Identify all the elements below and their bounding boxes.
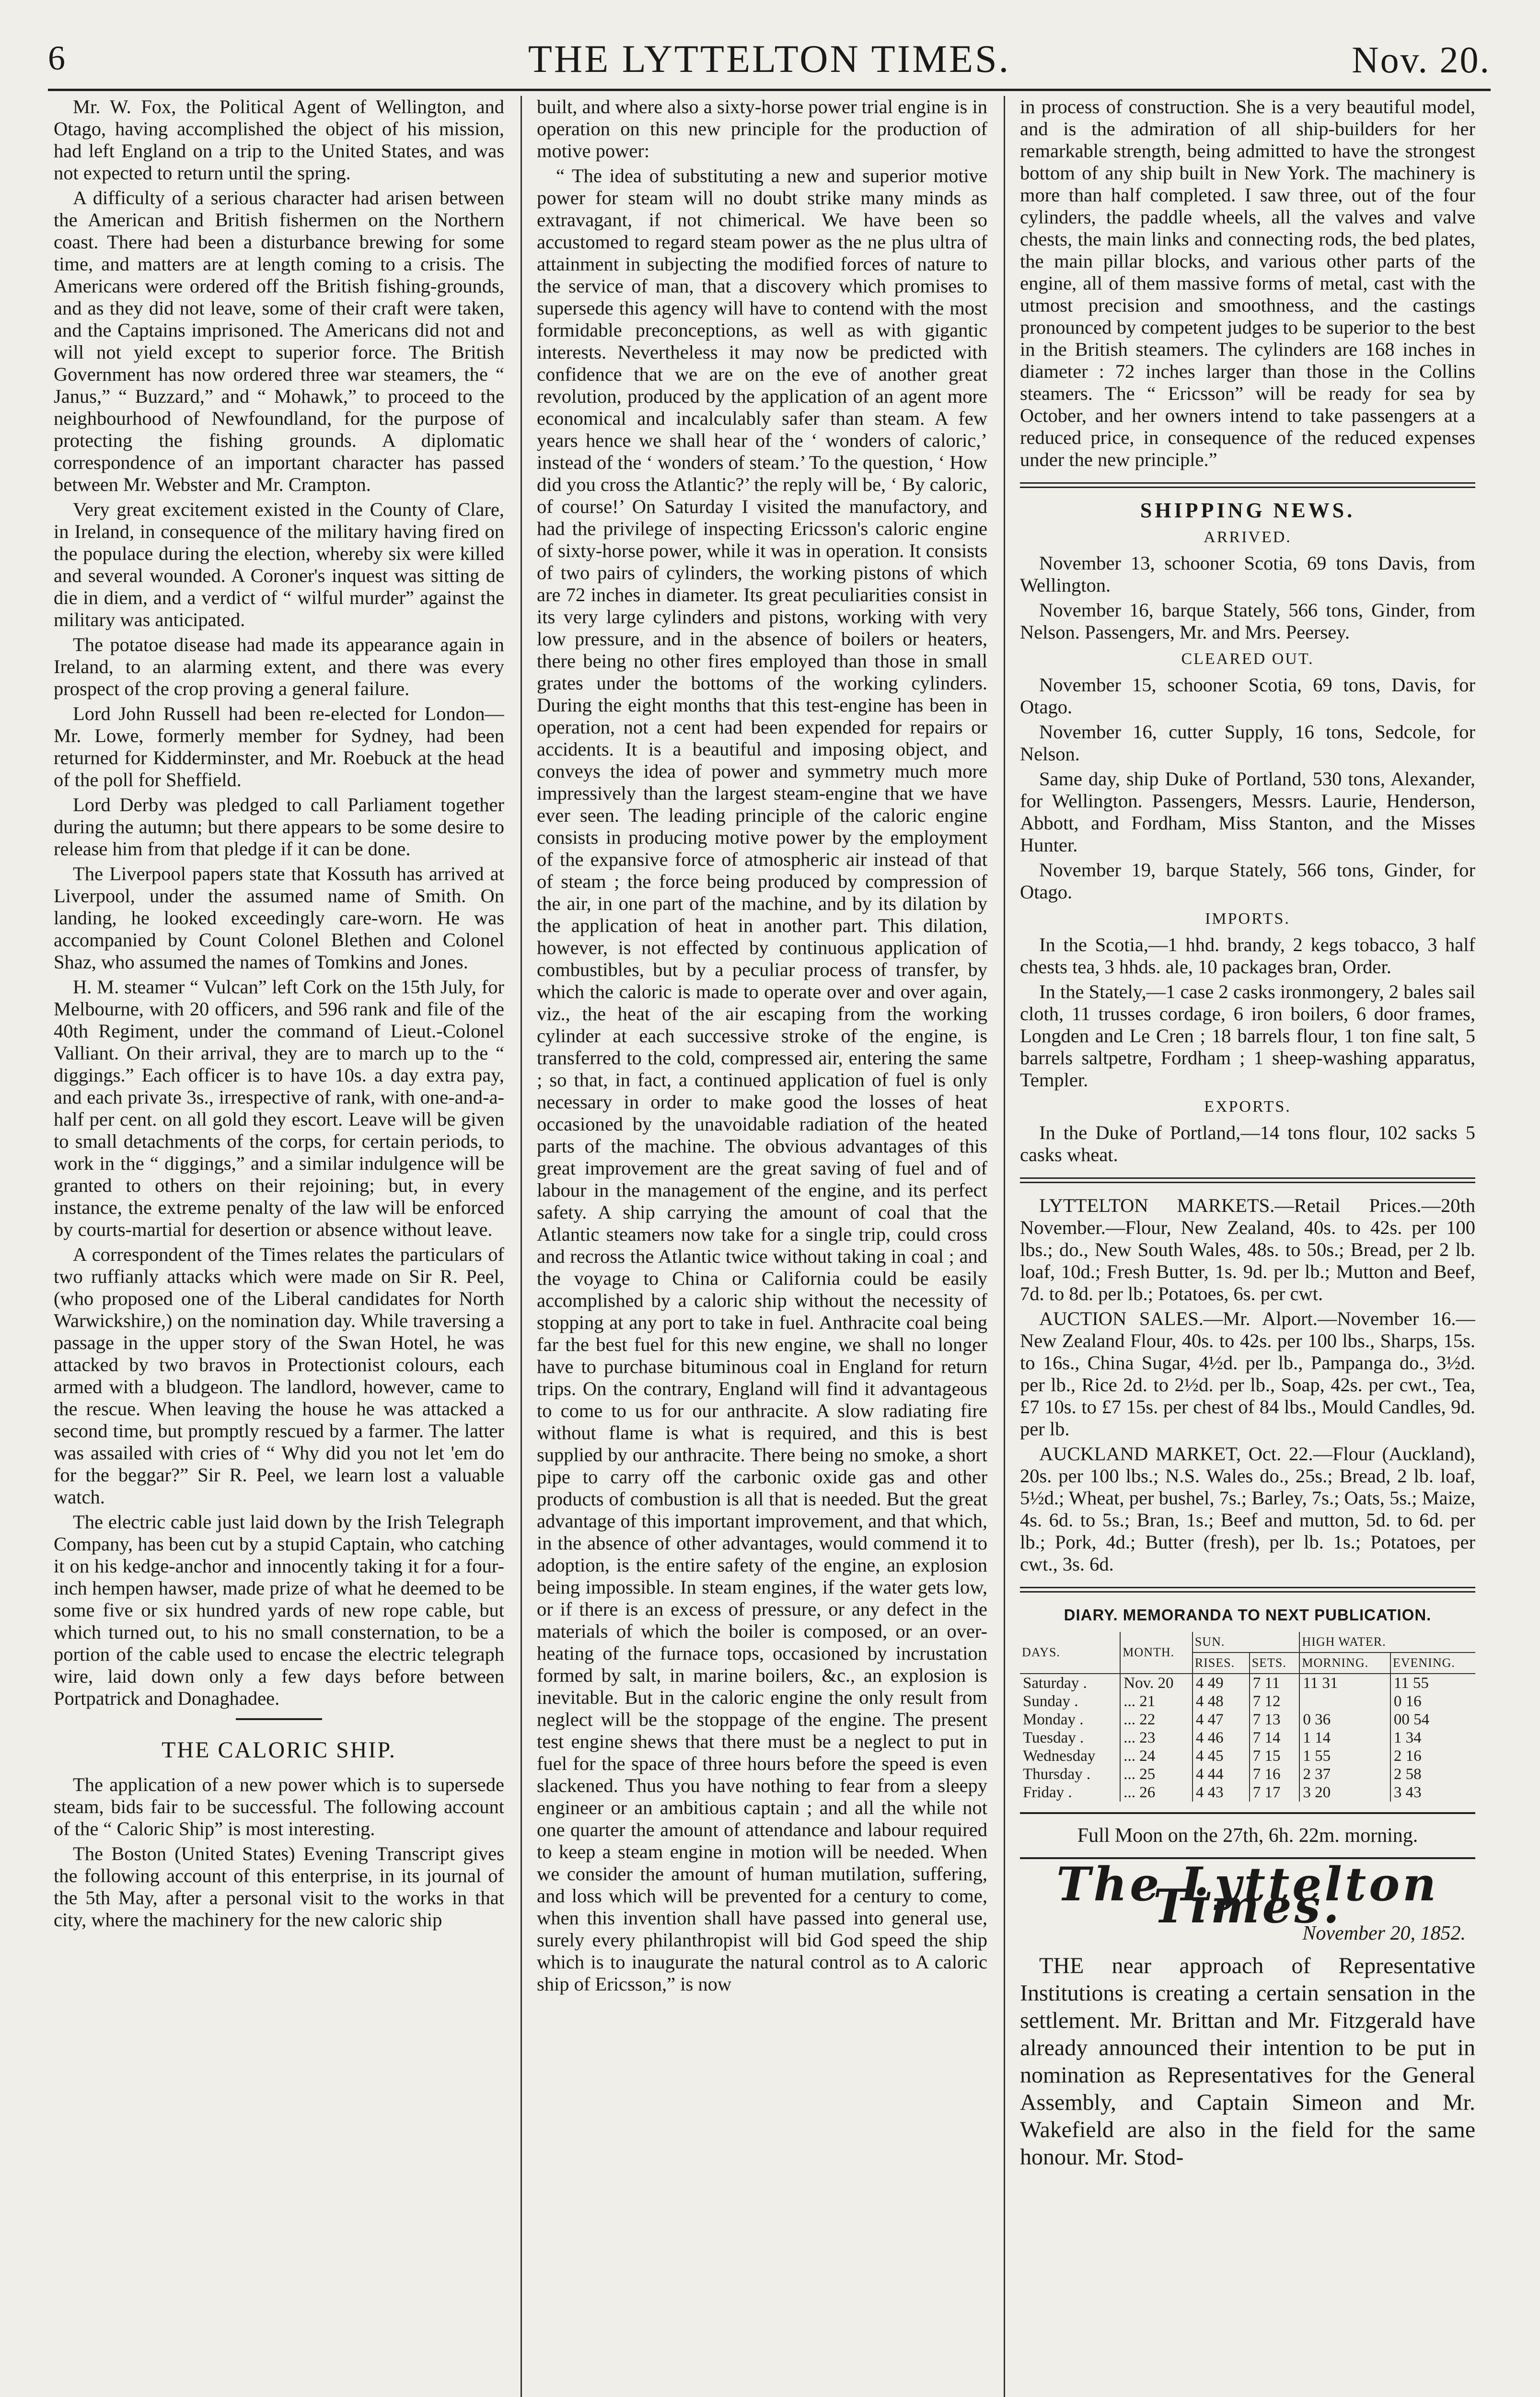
page-header: [48, 29, 1491, 86]
section-divider: [1020, 1177, 1475, 1183]
column-1: [54, 96, 504, 2397]
section-divider: [236, 1718, 322, 1720]
market-paragraph: AUCKLAND MARKET, Oct. 22.—Flour (Auckland), 20s. per 100 lbs.; N.S. Wales do., 25s.; Bread, 2 lb. loaf, 5½d.; Wheat, per bushel, 7s.; Barley, 7s.; Oats, 5s.; Maize, 4s. 6d. to 5s.; Bran, 1s.; Beef and mutton, 5d. to 6d. per lb.; Pork, 4d.; Butter (fresh), per lb. 1s.; Potatoes, per cwt., 3s. 6d.: [1020, 1443, 1475, 1575]
editorial-date: November 20, 1852.: [1302, 1922, 1466, 1944]
column-3: [1020, 96, 1475, 2397]
diary-row: [1020, 1729, 1475, 1747]
diary-row: [1020, 1692, 1475, 1710]
shipping-entry: In the Duke of Portland,—14 tons flour, 102 sacks 5 casks wheat.: [1020, 1122, 1475, 1165]
diary-cell-sets: 7 14: [1250, 1729, 1300, 1747]
newspaper-title: THE LYTTELTON TIMES.: [528, 37, 1011, 81]
shipping-entry: In the Stately,—1 case 2 casks ironmongery, 2 bales sail cloth, 11 trusses cordage, 6 iron boilers, 6 door frames, Longden and Le Cren ; 18 barrels flour, 1 ton fine salt, 5 barrels saltpetre, Fordham ; 1 sheep-washing apparatus, Templer.: [1020, 981, 1475, 1091]
news-paragraph: A difficulty of a serious character had arisen between the American and British fishermen on the Northern coast. There had been a disturbance brewing for some time, and matters are at length coming to a crisis. The Americans were ordered off the British fishing-grounds, and as they did not leave, some of their craft were taken, and the Captains imprisoned. The Americans did not and will not yield except to superior force. The British Government has now ordered three war steamers, the “ Janus,” “ Buzzard,” and “ Mohawk,” to proceed to the neighbourhood of Newfoundland, for the purpose of protecting the fishing grounds. A diplomatic correspondence of an important character has passed between Mr. Webster and Mr. Crampton.: [54, 187, 504, 495]
diary-cell-evening: 11 55: [1390, 1674, 1475, 1692]
diary-col-evening: EVENING.: [1390, 1652, 1475, 1674]
diary-cell-rises: 4 47: [1193, 1710, 1250, 1729]
imports-label: IMPORTS.: [1205, 910, 1290, 928]
diary-cell-month: ... 25: [1120, 1765, 1193, 1783]
shipping-entry: In the Scotia,—1 hhd. brandy, 2 kegs tobacco, 3 half chests tea, 3 hhds. ale, 10 packages bran, Order.: [1020, 934, 1475, 977]
shipping-news-title: SHIPPING NEWS.: [1140, 499, 1355, 522]
diary-cell-month: ... 22: [1120, 1710, 1193, 1729]
diary-title: DIARY. MEMORANDA TO NEXT PUBLICATION.: [1064, 1606, 1432, 1624]
column-divider: [1004, 96, 1005, 2397]
diary-cell-sets: 7 17: [1250, 1783, 1300, 1802]
diary-cell-evening: 1 34: [1390, 1729, 1475, 1747]
editorial-paragraph: THE near approach of Representative Institutions is creating a certain sensation in the settlement. Mr. Brittan and Mr. Fitzgerald have already announced their intention to be put in nomination as Representatives for the General Assembly, and Captain Simeon and Mr. Wakefield are also in the field for the same honour. Mr. Stod-: [1020, 1953, 1475, 2170]
column-2: [537, 96, 987, 2397]
diary-cell-morning: 3 20: [1299, 1783, 1390, 1802]
caloric-ship-title: THE CALORIC SHIP.: [162, 1737, 396, 1763]
diary-row: [1020, 1747, 1475, 1765]
diary-cell-evening: 00 54: [1390, 1710, 1475, 1729]
diary-cell-morning: 11 31: [1299, 1674, 1390, 1692]
diary-cell-rises: 4 48: [1193, 1692, 1250, 1710]
news-paragraph: Very great excitement existed in the County of Clare, in Ireland, in consequence of the military having fired on the populace during the election, whereby six were killed and several wounded. A Coroner's inquest was sitting de die in diem, and a verdict of “ wilful murder” against the military was anticipated.: [54, 499, 504, 630]
diary-row: [1020, 1710, 1475, 1729]
page-number: 6: [48, 39, 65, 77]
shipping-entry: Same day, ship Duke of Portland, 530 tons, Alexander, for Wellington. Passengers, Messrs. Laurie, Henderson, Abbott, and Fordham, Miss Stanton, and the Misses Hunter.: [1020, 768, 1475, 856]
section-divider: [1020, 1587, 1475, 1593]
diary-cell-evening: 2 58: [1390, 1765, 1475, 1783]
news-paragraph: A correspondent of the Times relates the particulars of two ruffianly attacks which were made on Sir R. Peel, (who proposed one of the Liberal candidates for North Warwickshire,) on the nomination day. While traversing a passage in the upper story of the Swan Hotel, he was attacked by two bravos in Protectionist colours, each armed with a bludgeon. The landlord, however, came to the rescue. When leaving the house he was attacked a second time, but promptly rescued by a farmer. The latter was assailed with cries of “ Why did you not let 'em do for the beggar?” Sir R. Peel, we learn lost a valuable watch.: [54, 1244, 504, 1508]
diary-cell-evening: 0 16: [1390, 1692, 1475, 1710]
diary-cell-evening: 2 16: [1390, 1747, 1475, 1765]
news-paragraph: The Liverpool papers state that Kossuth has arrived at Liverpool, under the assumed name of Smith. On landing, he looked exceedingly care-worn. He was accompanied by Count Colonel Blethen and Colonel Shaz, who assumed the names of Tomkins and Jones.: [54, 863, 504, 973]
arrived-label: ARRIVED.: [1204, 528, 1292, 546]
diary-cell-month: Nov. 20: [1120, 1674, 1193, 1692]
diary-cell-rises: 4 45: [1193, 1747, 1250, 1765]
diary-cell-rises: 4 43: [1193, 1783, 1250, 1802]
diary-col-morning: MORNING.: [1299, 1652, 1390, 1674]
news-paragraph: Lord Derby was pledged to call Parliament together during the autumn; but there appears to be some desire to release him from that pledge if it can be done.: [54, 794, 504, 860]
diary-row: [1020, 1783, 1475, 1802]
diary-col-rises: RISES.: [1193, 1652, 1250, 1674]
shipping-entry: November 13, schooner Scotia, 69 tons Davis, from Wellington.: [1020, 552, 1475, 596]
diary-cell-day: Tuesday .: [1023, 1729, 1084, 1746]
diary-cell-morning: 1 14: [1299, 1729, 1390, 1747]
diary-cell-month: ... 26: [1120, 1783, 1193, 1802]
news-paragraph: Mr. W. Fox, the Political Agent of Wellington, and Otago, having accomplished the object of his mission, had left England on a trip to the United States, and was not expected to return until the spring.: [54, 96, 504, 184]
diary-row: [1020, 1674, 1475, 1692]
market-paragraph: LYTTELTON MARKETS.—Retail Prices.—20th November.—Flour, New Zealand, 40s. to 42s. per 100 lbs.; do., New South Wales, 48s. to 50s.; Bread, per 2 lb. loaf, 10d.; Fresh Butter, 1s. 9d. per lb.; Mutton and Beef, 7d. to 8d. per lb.; Potatoes, 6s. per cwt.: [1020, 1195, 1475, 1304]
diary-cell-morning: 0 36: [1299, 1710, 1390, 1729]
diary-row: [1020, 1765, 1475, 1783]
diary-cell-month: ... 24: [1120, 1747, 1193, 1765]
diary-cell-day: Thursday .: [1023, 1766, 1091, 1783]
editorial: [1020, 1952, 1475, 2171]
diary-cell-day: Wednesday: [1023, 1747, 1096, 1765]
diary-cell-day: Saturday .: [1023, 1675, 1087, 1692]
caloric-paragraph: “ The idea of substituting a new and superior motive power for steam will no doubt strike many minds as extravagant, if not chimerical. We have been so accustomed to regard steam power as the ne plus ultra of attainment in subjecting the modified forces of nature to the service of man, that a discovery which promises to supersede this agency will have to contend with the most formidable preconceptions, as well as with gigantic interests. Nevertheless it may now be predicted with confidence that we are on the eve of another great revolution, produced by the application of an agent more economical and incalculably safer than steam. A few years hence we shall hear of the ‘ wonders of caloric,’ instead of the ‘ wonders of steam.’ To the question, ‘ How did you cross the Atlantic?’ the reply will be, ‘ By caloric, of course!’ On Saturday I visited the manufactory, and had the privilege of inspecting Ericsson's caloric engine of sixty-horse power, while it was in operation. It consists of two pairs of cylinders, the working pistons of which are 72 inches in diameter. Its great peculiarities consist in its very large cylinders and pistons, working with very low pressure, and in the absence of boilers or heaters, there being no other fires employed than those in small grates under the bottoms of the working cylinders. During the eight months that this test-engine has been in operation, not a cent had been expended for repairs or accidents. It is a beautiful and imposing object, and conveys the idea of power and symmetry much more impressively than the largest steam-engine that we have ever seen. The leading principle of the caloric engine consists in producing motive power by the employment of the expansive force of atmospheric air instead of that of steam ; the force being produced by compression of the air, in one part of the machine, and by its dilation by the application of heat in another part. This dilation, however, is not effected by continuous application of combustibles, but by a peculiar process of transfer, by which the caloric is made to operate over and over again, viz., the heat of the air escaping from the working cylinder at each successive stroke of the engine, is transferred to the cold, compressed air, entering the same ; so that, in fact, a continued application of fuel is only necessary in order to make good the losses of heat occasioned by the unavoidable radiation of the heated parts of the machine. The obvious advantages of this great improvement are the great saving of fuel and of labour in the management of the engine, and its perfect safety. A ship carrying the amount of coal that the Atlantic steamers now take for a single trip, could cross and recross the Atlantic twice without taking in coal ; and the voyage to China or California could be easily accomplished by a caloric ship without the necessity of stopping at any port to take in fuel. Anthracite coal being far the best fuel for this new engine, we shall no longer have to purchase bituminous coal in England for return trips. On the contrary, England will find it advantageous to come to us for our anthracite. A slow radiating fire without flame is what is required, and this is best supplied by our anthracite. There being no smoke, a short pipe to carry off the carbonic oxide gas and other products of combustion is all that is needed. But the great advantage of this important improvement, and that which, in the absence of other advantages, would commend it to adoption, is the entire safety of the engine, an explosion being impossible. In steam engines, if the water gets low, or if there is an excess of pressure, or any defect in the materials of which the boiler is composed, or an over-heating of the furnace tops, occasioned by incrustation formed by salt, in marine boilers, &c., an explosion is inevitable. But in the caloric engine the only result from neglect will be the stoppage of the engine. The present test engine shews that there must be a neglect to put in fuel for the space of three hours before the speed is even slackened. Thus you have nothing to fear from a sleepy engineer or an ambitious captain ; and all the while not one quarter the amount of attendance and labour required to keep a steam engine in motion will be needed. When we consider the amount of human mutilation, suffering, and loss which will be prevented for a century to come, when this invention shall have passed into general use, surely every philanthropist will bid God speed the ship which is to inaugurate the natural control as to A caloric ship of Ericsson,” is now: [537, 165, 987, 1995]
caloric-paragraph: The Boston (United States) Evening Transcript gives the following account of this enterprise, in its journal of the 5th May, after a personal visit to the works in that city, where the machinery for the new caloric ship: [54, 1843, 504, 1931]
diary-cell-sets: 7 16: [1250, 1765, 1300, 1783]
diary-col-month: MONTH.: [1120, 1632, 1193, 1674]
market-paragraph: AUCTION SALES.—Mr. Alport.—November 16.—New Zealand Flour, 40s. to 42s. per 100 lbs., Sharps, 15s. to 16s., China Sugar, 4½d. per lb., Pampanga do., 3½d. per lb., Rice 2d. to 2½d. per lb., Soap, 42s. per cwt., Tea, £7 10s. to £7 15s. per chest of 84 lbs., Mould Candles, 9d. per lb.: [1020, 1308, 1475, 1440]
column-divider: [521, 96, 522, 2397]
diary-col-sets: SETS.: [1250, 1652, 1300, 1674]
caloric-paragraph: built, and where also a sixty-horse power trial engine is in operation on this new principle for the production of motive power:: [537, 96, 987, 162]
issue-date: Nov. 20.: [1352, 39, 1491, 81]
diary-rows: [1020, 1674, 1475, 1802]
news-paragraph: The potatoe disease had made its appearance again in Ireland, to an alarming extent, and there was every prospect of the crop proving a general failure.: [54, 634, 504, 699]
cleared-label: CLEARED OUT.: [1181, 650, 1314, 668]
editorial-masthead: The Lyttelton Times.: [1056, 1857, 1439, 1933]
section-divider: [1020, 482, 1475, 488]
shipping-entry: November 15, schooner Scotia, 69 tons, Davis, for Otago.: [1020, 674, 1475, 718]
section-divider: [1020, 1812, 1475, 1814]
diary-cell-day: Friday .: [1023, 1784, 1072, 1801]
diary-cell-morning: [1299, 1692, 1390, 1710]
diary-cell-day: Sunday .: [1023, 1693, 1078, 1710]
shipping-entry: November 16, cutter Supply, 16 tons, Sedcole, for Nelson.: [1020, 721, 1475, 765]
diary-cell-sets: 7 13: [1250, 1710, 1300, 1729]
diary-cell-sets: 7 11: [1250, 1674, 1300, 1692]
diary-cell-month: ... 23: [1120, 1729, 1193, 1747]
diary-cell-evening: 3 43: [1390, 1783, 1475, 1802]
news-paragraph: The electric cable just laid down by the Irish Telegraph Company, has been cut by a stupid Captain, who catching it on his kedge-anchor and innocently taking it for a four-inch hempen hawser, made prize of what he deemed to be some five or six hundred yards of new rope cable, but which turned out, to his no small consternation, to be a portion of the cable used to encase the electric telegraph wire, laid down only a few days before between Portpatrick and Donaghadee.: [54, 1511, 504, 1709]
diary-cell-morning: 1 55: [1299, 1747, 1390, 1765]
diary-col-days: DAYS.: [1020, 1632, 1120, 1674]
caloric-paragraph: in process of construction. She is a very beautiful model, and is the admiration of all ship-builders for her remarkable strength, being admitted to have the strongest bottom of any ship built in New York. The machinery is more than half completed. I saw three, out of the four cylinders, the paddle wheels, all the valves and valve chests, the main links and connecting rods, the bed plates, the main pillar blocks, and various other parts of the engine, all of them massive forms of metal, cast with the utmost precision and smoothness, and the castings pronounced by competent judges to be superior to the best in the British steamers. The cylinders are 168 inches in diameter : 72 inches larger than those in the Collins steamers. The “ Ericsson” will be ready for sea by October, and her owners intend to take passengers at a reduced price, in consequence of the reduced expenses under the new principle.”: [1020, 96, 1475, 470]
news-paragraph: Lord John Russell had been re-elected for London—Mr. Lowe, formerly member for Sydney, had been returned for Kidderminster, and Mr. Roebuck at the head of the poll for Sheffield.: [54, 703, 504, 791]
full-moon-note: Full Moon on the 27th, 6h. 22m. morning.: [1077, 1825, 1418, 1847]
diary-cell-sets: 7 12: [1250, 1692, 1300, 1710]
header-rule: [48, 89, 1491, 91]
diary-cell-rises: 4 44: [1193, 1765, 1250, 1783]
diary-col-sun: SUN.: [1193, 1632, 1300, 1652]
diary-cell-rises: 4 46: [1193, 1729, 1250, 1747]
diary-cell-morning: 2 37: [1299, 1765, 1390, 1783]
diary-cell-sets: 7 15: [1250, 1747, 1300, 1765]
caloric-paragraph: The application of a new power which is to supersede steam, bids fair to be successful. The following account of the “ Caloric Ship” is most interesting.: [54, 1774, 504, 1839]
news-paragraph: H. M. steamer “ Vulcan” left Cork on the 15th July, for Melbourne, with 20 officers, and 596 rank and file of the 40th Regiment, under the command of Lieut.-Colonel Valliant. On their arrival, they are to march up to the “ diggings.” Each officer is to have 10s. a day extra pay, and each private 3s., irrespective of rank, with one-and-a-half per cent. on all gold they escort. Leave will be given to small detachments of the corps, for certain periods, to work in the “ diggings,” and a similar indulgence will be granted to others on their rejoining; but, in every instance, the extreme penalty of the law will be enforced by courts-martial for desertion or absence without leave.: [54, 976, 504, 1240]
diary-cell-month: ... 21: [1120, 1692, 1193, 1710]
diary-cell-rises: 4 49: [1193, 1674, 1250, 1692]
diary-col-high-water: HIGH WATER.: [1299, 1632, 1475, 1652]
exports-label: EXPORTS.: [1204, 1098, 1291, 1116]
diary-table: [1020, 1632, 1475, 1802]
shipping-entry: November 16, barque Stately, 566 tons, Ginder, from Nelson. Passengers, Mr. and Mrs. Peersey.: [1020, 599, 1475, 643]
diary-cell-day: Monday .: [1023, 1711, 1084, 1728]
shipping-entry: November 19, barque Stately, 566 tons, Ginder, for Otago.: [1020, 859, 1475, 903]
